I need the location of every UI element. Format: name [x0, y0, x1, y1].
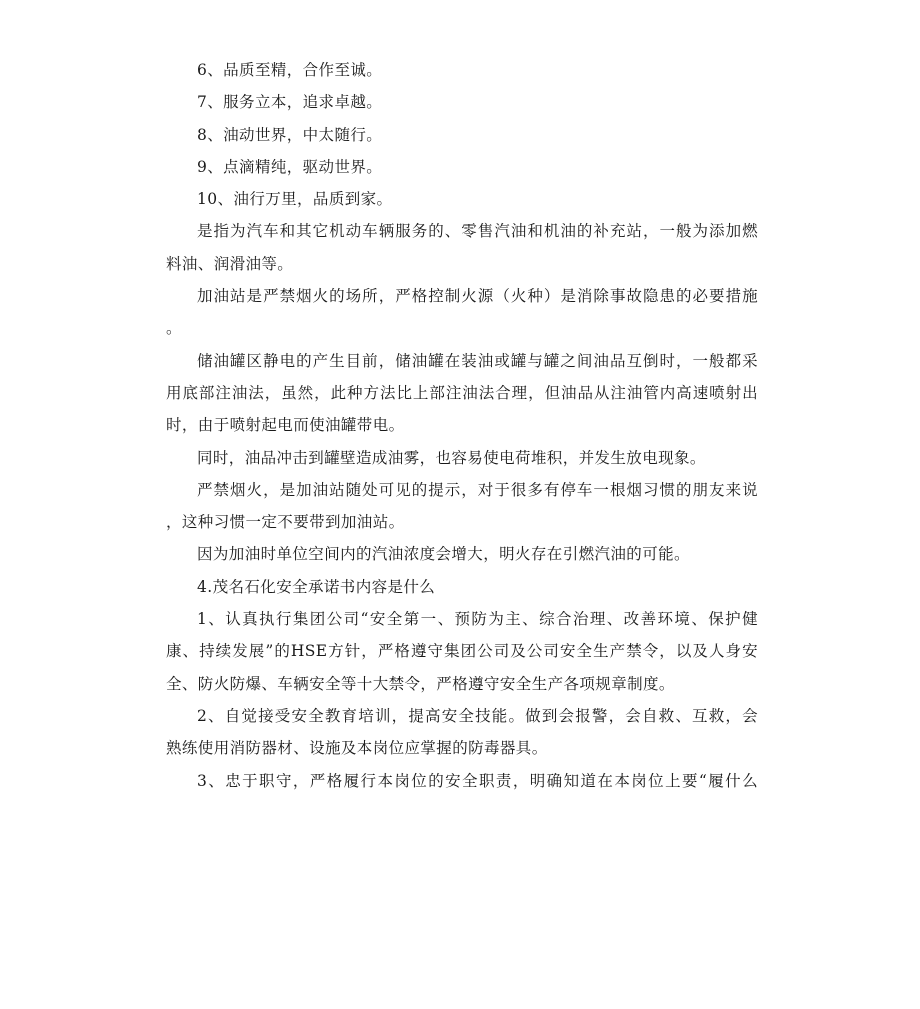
paragraph-line: 加油站是严禁烟火的场所，严格控制火源（火种）是消除事故隐患的必要措施	[197, 287, 758, 306]
paragraph-line: 同时，油品冲击到罐壁造成油雾，也容易使电荷堆积，并发生放电现象。	[197, 448, 706, 467]
paragraph-line: 康、持续发展”的HSE方针，严格遵守集团公司及公司安全生产禁令，以及人身安	[166, 642, 758, 661]
paragraph-line: 8、油动世界，中太随行。	[197, 125, 383, 144]
paragraph-line: 10、油行万里，品质到家。	[197, 190, 393, 209]
paragraph-line: 严禁烟火，是加油站随处可见的提示，对于很多有停车一根烟习惯的朋友来说	[197, 480, 758, 499]
section-heading: 4.茂名石化安全承诺书内容是什么	[197, 577, 436, 596]
paragraph-line: 2、自觉接受安全教育培训，提高安全技能。做到会报警，会自救、互救，会	[197, 706, 758, 725]
paragraph-line: 料油、润滑油等。	[166, 254, 294, 273]
paragraph-line: 熟练使用消防器材、设施及本岗位应掌握的防毒器具。	[166, 739, 548, 758]
document-body	[166, 54, 758, 797]
paragraph-line: 全、防火防爆、车辆安全等十大禁令，严格遵守安全生产各项规章制度。	[166, 674, 675, 693]
paragraph-line: 3、忠于职守，严格履行本岗位的安全职责，明确知道在本岗位上要“履什么	[197, 771, 758, 790]
paragraph-line: 是指为汽车和其它机动车辆服务的、零售汽油和机油的补充站，一般为添加燃	[197, 222, 758, 241]
paragraph-line: 因为加油时单位空间内的汽油浓度会增大，明火存在引燃汽油的可能。	[197, 545, 690, 564]
paragraph-line: ，这种习惯一定不要带到加油站。	[166, 513, 405, 532]
paragraph-line: 储油罐区静电的产生目前，储油罐在装油或罐与罐之间油品互倒时，一般都采	[197, 351, 758, 370]
paragraph-line: 7、服务立本，追求卓越。	[197, 93, 383, 112]
paragraph-line: 。	[166, 319, 182, 338]
paragraph-line: 1、认真执行集团公司“安全第一、预防为主、综合治理、改善环境、保护健	[197, 610, 758, 629]
paragraph-line: 9、点滴精纯，驱动世界。	[197, 157, 383, 176]
paragraph-line: 6、品质至精，合作至诚。	[197, 61, 383, 79]
paragraph-line: 时，由于喷射起电而使油罐带电。	[166, 416, 405, 435]
paragraph-line: 用底部注油法，虽然，此种方法比上部注油法合理，但油品从注油管内高速喷射出	[166, 383, 758, 402]
